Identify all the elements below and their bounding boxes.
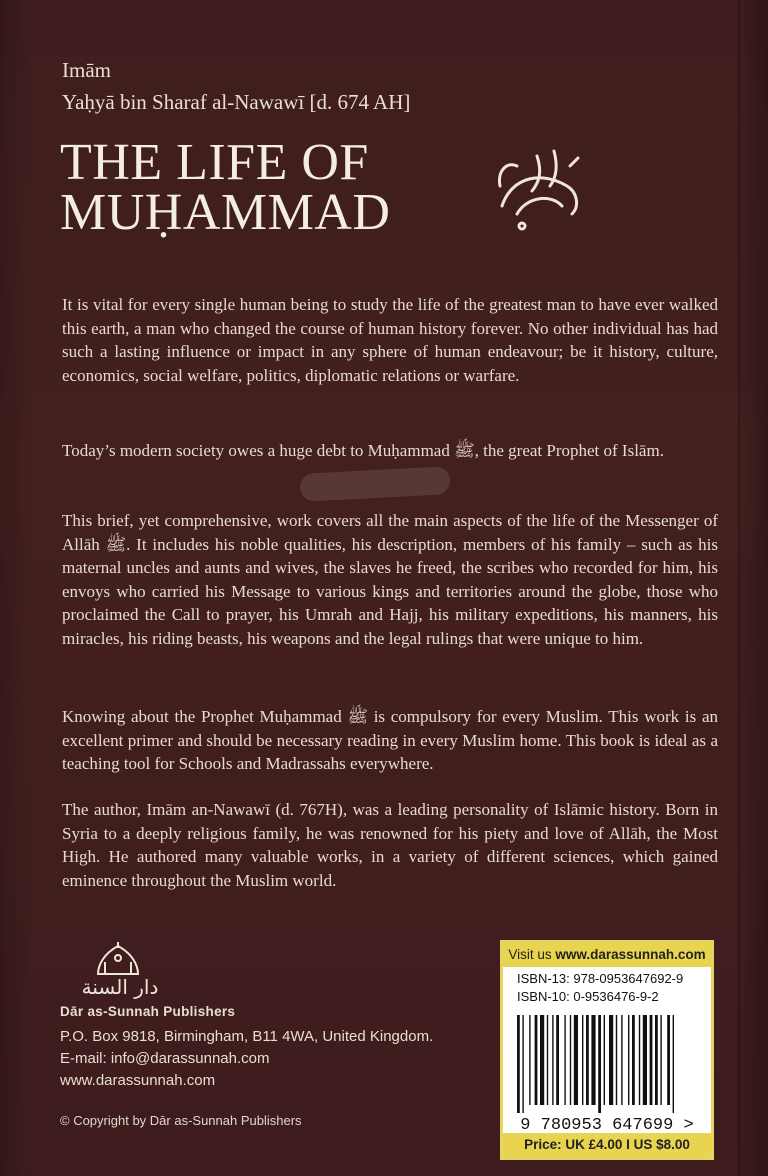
barcode-bar (522, 1015, 523, 1113)
barcode-bar (604, 1015, 605, 1105)
description-paragraph-4: Knowing about the Prophet Muḥammad ﷺ is compulsory for every Muslim. This work is an excellent primer and should be necessary reading in every Muslim home. This book is ideal as a teaching tool for Schools and Madrassahs everywhere. (62, 707, 718, 773)
description-paragraph-1: It is vital for every single human being to study the life of the greatest man to have ever walked this earth, a man who changed the course of human history forever. No other individual has had such a lasting influence or impact in any sphere of human endeavour; be it history, culture, economics, social welfare, politics, diplomatic relations or warfare. (62, 295, 718, 385)
barcode-icon (507, 1009, 707, 1133)
publisher-address: P.O. Box 9818, Birmingham, B11 4WA, United Kingdom. (60, 1028, 434, 1045)
svg-text:دار السنة: دار السنة (81, 975, 159, 999)
barcode-bar (650, 1015, 653, 1105)
barcode-bar (639, 1015, 640, 1105)
barcode-bar (540, 1015, 544, 1105)
barcode-bar (643, 1015, 647, 1105)
spine-edge (738, 0, 740, 1176)
author-prefix: Imām (62, 58, 111, 82)
barcode-bar (632, 1015, 635, 1105)
barcode-bar (535, 1015, 538, 1105)
barcode-bar (547, 1015, 548, 1105)
publisher-email[interactable]: E-mail: info@darassunnah.com (60, 1050, 270, 1067)
publisher-name: Dār as-Sunnah Publishers (60, 1004, 236, 1019)
publisher-website[interactable]: www.darassunnah.com (60, 1072, 216, 1089)
barcode-bar (552, 1015, 553, 1105)
barcode-bar (529, 1015, 530, 1105)
visit-us-banner[interactable] (503, 943, 711, 967)
barcode-bar (598, 1015, 601, 1113)
barcode-bar (628, 1015, 629, 1105)
barcode-bar (621, 1015, 622, 1105)
description-paragraph-3: This brief, yet comprehensive, work covers all the main aspects of the life of the Messenger of Allāh ﷺ. It includes his noble qualities, his description, members of his family – such as his maternal uncles and aunts and wives, the slaves he freed, the scribes who recorded for him, his envoys who carried his Message to various kings and territories around the globe, those who proclaimed the Call to prayer, his Umrah and Hajj, his military expeditions, his manners, his miracles, his riding beasts, his weapons and the legal rulings that were unique to him. (62, 511, 718, 648)
barcode-bar (655, 1015, 658, 1105)
barcode-bar (609, 1015, 613, 1105)
barcode-bar (586, 1015, 589, 1105)
author-name: Yaḥyā bin Sharaf al-Nawawī [d. 674 AH] (62, 90, 411, 114)
isbn-10: ISBN-10: 0-9536476-9-2 (517, 989, 659, 1004)
barcode-bar (556, 1015, 559, 1105)
copyright-notice: © Copyright by Dār as-Sunnah Publishers (60, 1113, 302, 1128)
barcode-digits: 9 780953 647699 > (520, 1116, 694, 1133)
barcode-bar (660, 1015, 661, 1105)
description-paragraph-5: The author, Imām an-Nawawī (d. 767H), was a leading personality of Islāmic history. Born in Syria to a deeply religious family, he was renowned for his piety and love of Allāh, the Most High. He authored many valuable works, in a variety of different sciences, which gained eminence throughout the Muslim world. (62, 800, 718, 890)
price-label: Price: UK £4.00 I US $8.00 (503, 1133, 711, 1157)
visit-prefix: Visit us (508, 947, 552, 962)
book-title-line-1: THE LIFE OF (60, 134, 369, 191)
barcode-panel (500, 940, 714, 1160)
arabic-calligraphy-icon (482, 136, 590, 232)
barcode-bar (574, 1015, 578, 1105)
barcode-bar (582, 1015, 583, 1105)
surface-wear-mark (299, 466, 450, 502)
visit-url[interactable]: www.darassunnah.com (555, 947, 706, 962)
barcode-bar (616, 1015, 617, 1105)
description-paragraph-2: Today’s modern society owes a huge debt to Muḥammad ﷺ, the great Prophet of Islām. (62, 441, 664, 460)
barcode-bar (667, 1015, 670, 1105)
book-title-line-2: MUḤAMMAD (60, 184, 391, 241)
barcode-bar (591, 1015, 595, 1105)
barcode-bar (570, 1015, 571, 1105)
publisher-logo (58, 940, 182, 1000)
isbn-13: ISBN-13: 978-0953647692-9 (517, 971, 684, 986)
barcode-bar (564, 1015, 565, 1105)
barcode-bar (673, 1015, 674, 1113)
barcode-bar (517, 1015, 520, 1113)
